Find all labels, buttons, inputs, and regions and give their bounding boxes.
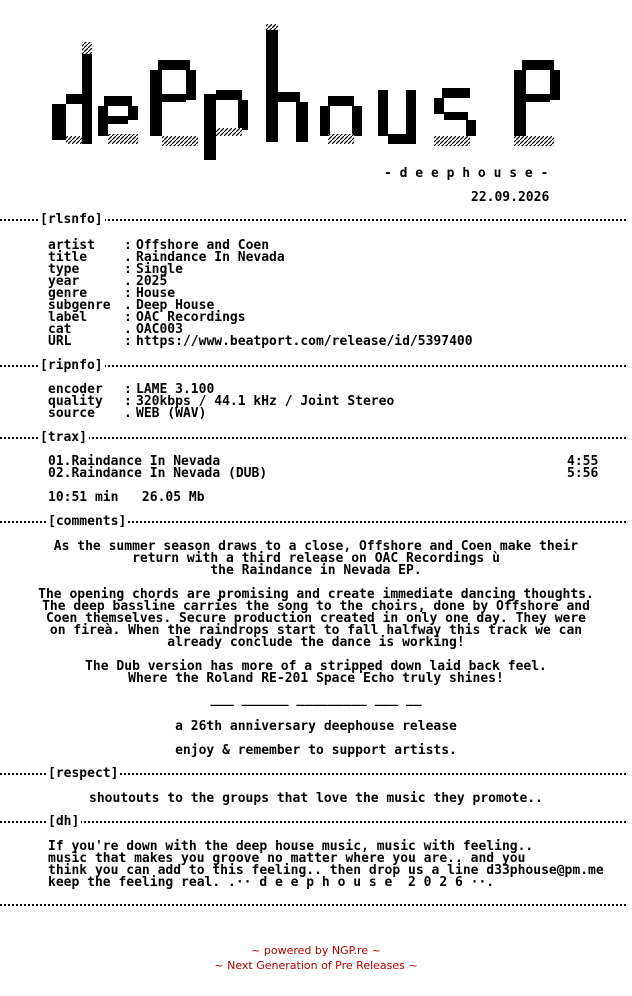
respect-line: shoutouts to the groups that love the music they promote.. xyxy=(89,791,543,806)
section-label: [dh] xyxy=(48,814,80,829)
rlsnfo-key: year xyxy=(48,274,80,289)
rlsnfo-value: Offshore and Coen xyxy=(136,238,270,253)
section-header-rlsnfo xyxy=(0,214,632,226)
rlsnfo-key: artist xyxy=(48,238,95,253)
ripnfo-row xyxy=(48,396,394,408)
dh-line: If you're down with the deep house music, music with feeling.. xyxy=(48,839,534,854)
comment-line: Where the Roland RE-201 Space Echo truly shines! xyxy=(128,671,504,686)
rlsnfo-sep: : xyxy=(124,334,132,349)
rlsnfo-key: URL xyxy=(48,334,72,349)
rlsnfo-sep: : xyxy=(124,310,132,325)
rlsnfo-key: cat xyxy=(48,322,72,337)
end-divider xyxy=(0,904,626,906)
rlsnfo-sep: . xyxy=(124,250,132,265)
comment-line: The Dub version has more of a stripped down laid back feel. xyxy=(85,659,547,674)
trax-total: 10:51 min 26.05 Mb xyxy=(48,490,205,505)
rlsnfo-sep: : xyxy=(124,238,132,253)
rlsnfo-value: OAC003 xyxy=(136,322,183,337)
ripnfo-row xyxy=(48,408,206,420)
ripnfo-key: encoder xyxy=(48,382,103,397)
section-header-comments xyxy=(0,516,632,528)
ripnfo-value: 320kbps / 44.1 kHz / Joint Stereo xyxy=(136,394,395,409)
footer-powered-by[interactable]: ~ powered by NGP.re ~ xyxy=(251,944,381,957)
rlsnfo-key: title xyxy=(48,250,88,265)
rlsnfo-value: Deep House xyxy=(136,298,215,313)
rlsnfo-value: Single xyxy=(136,262,183,277)
rlsnfo-key: type xyxy=(48,262,80,277)
dh-line: think you can add to this feeling.. then drop us a line d33phouse@pm.me xyxy=(48,863,604,878)
section-header-dh xyxy=(0,816,632,828)
comment-line: already conclude the dance is working! xyxy=(167,635,465,650)
ripnfo-value: LAME 3.100 xyxy=(136,382,215,397)
section-divider xyxy=(0,821,626,823)
rlsnfo-key: genre xyxy=(48,286,88,301)
rlsnfo-sep: : xyxy=(124,262,132,277)
rlsnfo-value: OAC Recordings xyxy=(136,310,246,325)
ripnfo-sep: : xyxy=(124,394,132,409)
section-header-trax xyxy=(0,432,632,444)
rlsnfo-sep: . xyxy=(124,322,132,337)
comment-line: the Raindance in Nevada EP. xyxy=(210,563,422,578)
rlsnfo-value: House xyxy=(136,286,176,301)
dh-line: keep the feeling real. .·· d e e p h o u s e 2 0 2 6 ··. xyxy=(48,875,495,890)
section-divider xyxy=(0,437,626,439)
comment-separator: ___ ______ _________ ___ __ xyxy=(210,692,422,707)
rlsnfo-key: label xyxy=(48,310,88,325)
ripnfo-key: quality xyxy=(48,394,103,409)
ripnfo-value: WEB (WAV) xyxy=(136,406,207,421)
track-name: 01.Raindance In Nevada xyxy=(48,454,221,469)
comment-line: a 26th anniversary deephouse release xyxy=(175,719,457,734)
section-label: [respect] xyxy=(48,766,119,781)
ripnfo-sep: : xyxy=(124,382,132,397)
comment-line: return with a third release on OAC Recordings ù xyxy=(132,551,500,566)
dh-line: music that makes you groove no matter where you are.. and you xyxy=(48,851,526,866)
section-label: [trax] xyxy=(40,430,87,445)
comment-line: Coen themselves. Secure production created in only one day. They were xyxy=(45,611,587,626)
comment-line: on fireà. When the raindrops start to fall halfway this track we can xyxy=(49,623,583,638)
track-name: 02.Raindance In Nevada (DUB) xyxy=(48,466,268,481)
comment-line: enjoy & remember to support artists. xyxy=(175,743,457,758)
rlsnfo-sep: . xyxy=(124,274,132,289)
section-label: [rlsnfo] xyxy=(40,212,103,227)
section-label: [comments] xyxy=(48,514,127,529)
rlsnfo-row xyxy=(48,336,473,348)
rlsnfo-key: subgenre xyxy=(48,298,111,313)
track-time: 4:55 xyxy=(567,454,599,469)
section-header-ripnfo xyxy=(0,360,632,372)
rlsnfo-value: 2025 xyxy=(136,274,168,289)
section-label: [ripnfo] xyxy=(40,358,103,373)
logo-subtitle: - d e e p h o u s e - xyxy=(384,166,549,181)
comment-line: The opening chords are promising and create immediate dancing thoughts. xyxy=(38,587,594,602)
ripnfo-sep: . xyxy=(124,406,132,421)
track-time: 5:56 xyxy=(567,466,599,481)
rlsnfo-sep: : xyxy=(124,286,132,301)
rlsnfo-sep: . xyxy=(124,298,132,313)
release-date: 22.09.2026 xyxy=(471,190,550,205)
section-header-respect xyxy=(0,768,632,780)
comment-line: As the summer season draws to a close, Offshore and Coen make their xyxy=(53,539,579,554)
comment-line: The deep bassline carries the song to the choirs, done by Offshore and xyxy=(42,599,590,614)
release-url-link[interactable]: https://www.beatport.com/release/id/5397400 xyxy=(136,334,473,349)
ripnfo-key: source xyxy=(48,406,95,421)
rlsnfo-value: Raindance In Nevada xyxy=(136,250,285,265)
deephouse-logo xyxy=(52,24,582,160)
footer-tagline: ~ Next Generation of Pre Releases ~ xyxy=(214,959,418,972)
